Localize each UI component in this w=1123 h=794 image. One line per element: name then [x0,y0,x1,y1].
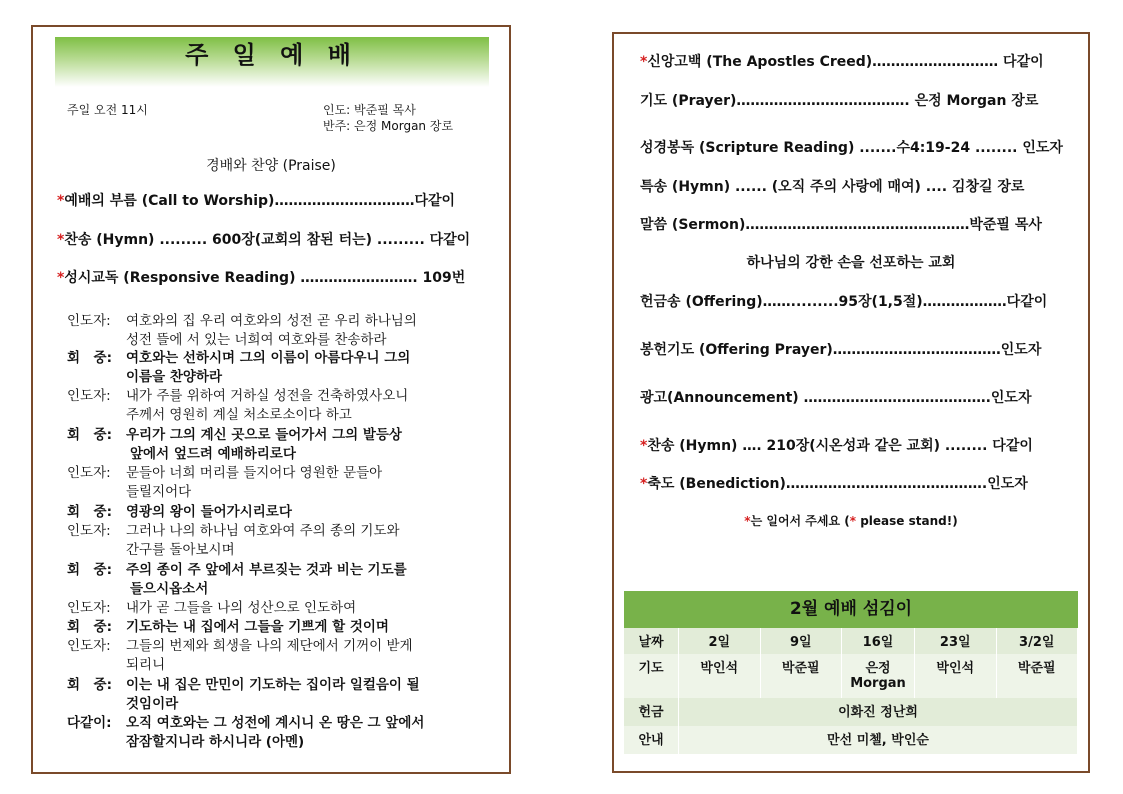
service-schedule [624,591,1078,754]
reading-leader-6: 인도자: 그들의 번제와 희생을 나의 제단에서 기꺼이 받게 되리니 [67,638,413,673]
leader: 인도: 박준필 목사 [323,103,416,117]
stand-note: *는 일어서 주세요 (* please stand!) [744,514,958,528]
order-item-closing-hymn: *찬송 (Hymn) …. 210장(시온성과 같은 교회) ........ 다같이 [640,438,1033,454]
reading-congregation-1: 회 중: 여호와는 선하시며 그의 이름이 아름다우니 그의 이름을 찬양하라 [67,350,411,385]
stand-mark: * [640,54,648,70]
row-label-offering: 헌금 [624,698,679,726]
prayer-cell: 박준필 [760,654,842,698]
prayer-cell: 은정 Morgan [842,654,915,698]
reading-congregation-3: 회 중: 영광의 왕이 들어가시리로다 [67,504,292,520]
left-page [31,25,511,774]
reading-leader-4: 인도자: 그러나 나의 하나님 여호와여 주의 종의 기도와 간구를 돌아보시며 [67,523,400,558]
prayer-cell: 박인석 [679,654,761,698]
order-item-scripture: 성경봉독 (Scripture Reading) .......수4:19-24 ........ 인도자 [640,140,1063,156]
stand-mark: * [57,270,65,286]
schedule-table [624,628,1078,754]
row-label-date: 날짜 [624,628,679,654]
prayer-cell: 박준필 [996,654,1078,698]
service-title: 주 일 예 배 [55,37,489,87]
reading-leader-1: 인도자: 여호와의 집 우리 여호와의 성전 곧 우리 하나님의 성전 뜰에 서 있는 너희여 여호와를 찬송하라 [67,313,417,348]
table-row [624,698,1078,726]
date-cell: 16일 [842,628,915,654]
order-item-call-to-worship: *예배의 부름 (Call to Worship)…………………………다같이 [57,193,456,209]
date-cell: 3/2일 [996,628,1078,654]
reading-leader-3: 인도자: 문들아 너희 머리를 들지어다 영원한 문들아 들릴지어다 [67,465,383,500]
schedule-title: 2월 예배 섬김이 [624,591,1078,628]
accompanist: 반주: 은정 Morgan 장로 [323,119,454,133]
table-row [624,726,1078,754]
reading-congregation-5: 회 중: 기도하는 내 집에서 그들을 기쁘게 할 것이며 [67,619,389,635]
reading-congregation-4: 회 중: 주의 종이 주 앞에서 부르짖는 것과 비는 기도를 들으시옵소서 [67,562,407,597]
stand-mark: * [640,438,648,454]
guide-cell: 만선 미첼, 박인순 [679,726,1078,754]
order-item-creed: *신앙고백 (The Apostles Creed)……………………… 다같이 [640,54,1044,70]
reading-leader-2: 인도자: 내가 주를 위하여 거하실 성전을 건축하였사오니 주께서 영원히 계실 처소로소이다 하고 [67,388,409,423]
order-item-offering: 헌금송 (Offering)…….........95장(1,5절)………………다같이 [640,294,1048,310]
reading-congregation-6: 회 중: 이는 내 집은 만민이 기도하는 집이라 일컬음이 될 것임이라 [67,677,420,712]
stand-mark: * [640,476,648,492]
table-row [624,628,1078,654]
order-item-announcement: 광고(Announcement) ………………………………….인도자 [640,390,1032,406]
date-cell: 2일 [679,628,761,654]
row-label-prayer: 기도 [624,654,679,698]
right-page [612,32,1090,773]
stand-mark: * [57,232,65,248]
reading-all: 다같이: 오직 여호와는 그 성전에 계시니 온 땅은 그 앞에서 잠잠할지니라 하시니라 (아멘) [67,715,425,750]
order-item-sermon: 말씀 (Sermon)…………………………………………박준필 목사 [640,217,1042,233]
stand-mark: * [57,193,65,209]
date-cell: 23일 [915,628,997,654]
service-time: 주일 오전 11시 [67,103,148,117]
reading-congregation-2: 회 중: 우리가 그의 계신 곳으로 들어가서 그의 발등상 앞에서 엎드려 예배하리로다 [67,427,402,462]
order-item-responsive-reading: *성시교독 (Responsive Reading) ……………………. 109번 [57,270,466,286]
sermon-title: 하나님의 강한 손을 선포하는 교회 [746,255,956,271]
order-item-special-hymn: 특송 (Hymn) ...... (오직 주의 사랑에 매여) .... 김창길 장로 [640,179,1025,195]
offering-cell: 이화진 정난희 [679,698,1078,726]
row-label-guide: 안내 [624,726,679,754]
prayer-cell: 박인석 [915,654,997,698]
order-item-hymn: *찬송 (Hymn) ......... 600장(교회의 참된 터는) ......... 다같이 [57,232,471,248]
section-heading: 경배와 찬양 (Praise) [206,158,336,174]
table-row [624,654,1078,698]
order-item-offering-prayer: 봉헌기도 (Offering Prayer)………………………………인도자 [640,342,1042,358]
order-item-prayer: 기도 (Prayer)………………………………. 은정 Morgan 장로 [640,93,1039,109]
reading-leader-5: 인도자: 내가 곧 그들을 나의 성산으로 인도하여 [67,600,357,616]
order-item-benediction: *축도 (Benediction)…………………………………….인도자 [640,476,1028,492]
date-cell: 9일 [760,628,842,654]
